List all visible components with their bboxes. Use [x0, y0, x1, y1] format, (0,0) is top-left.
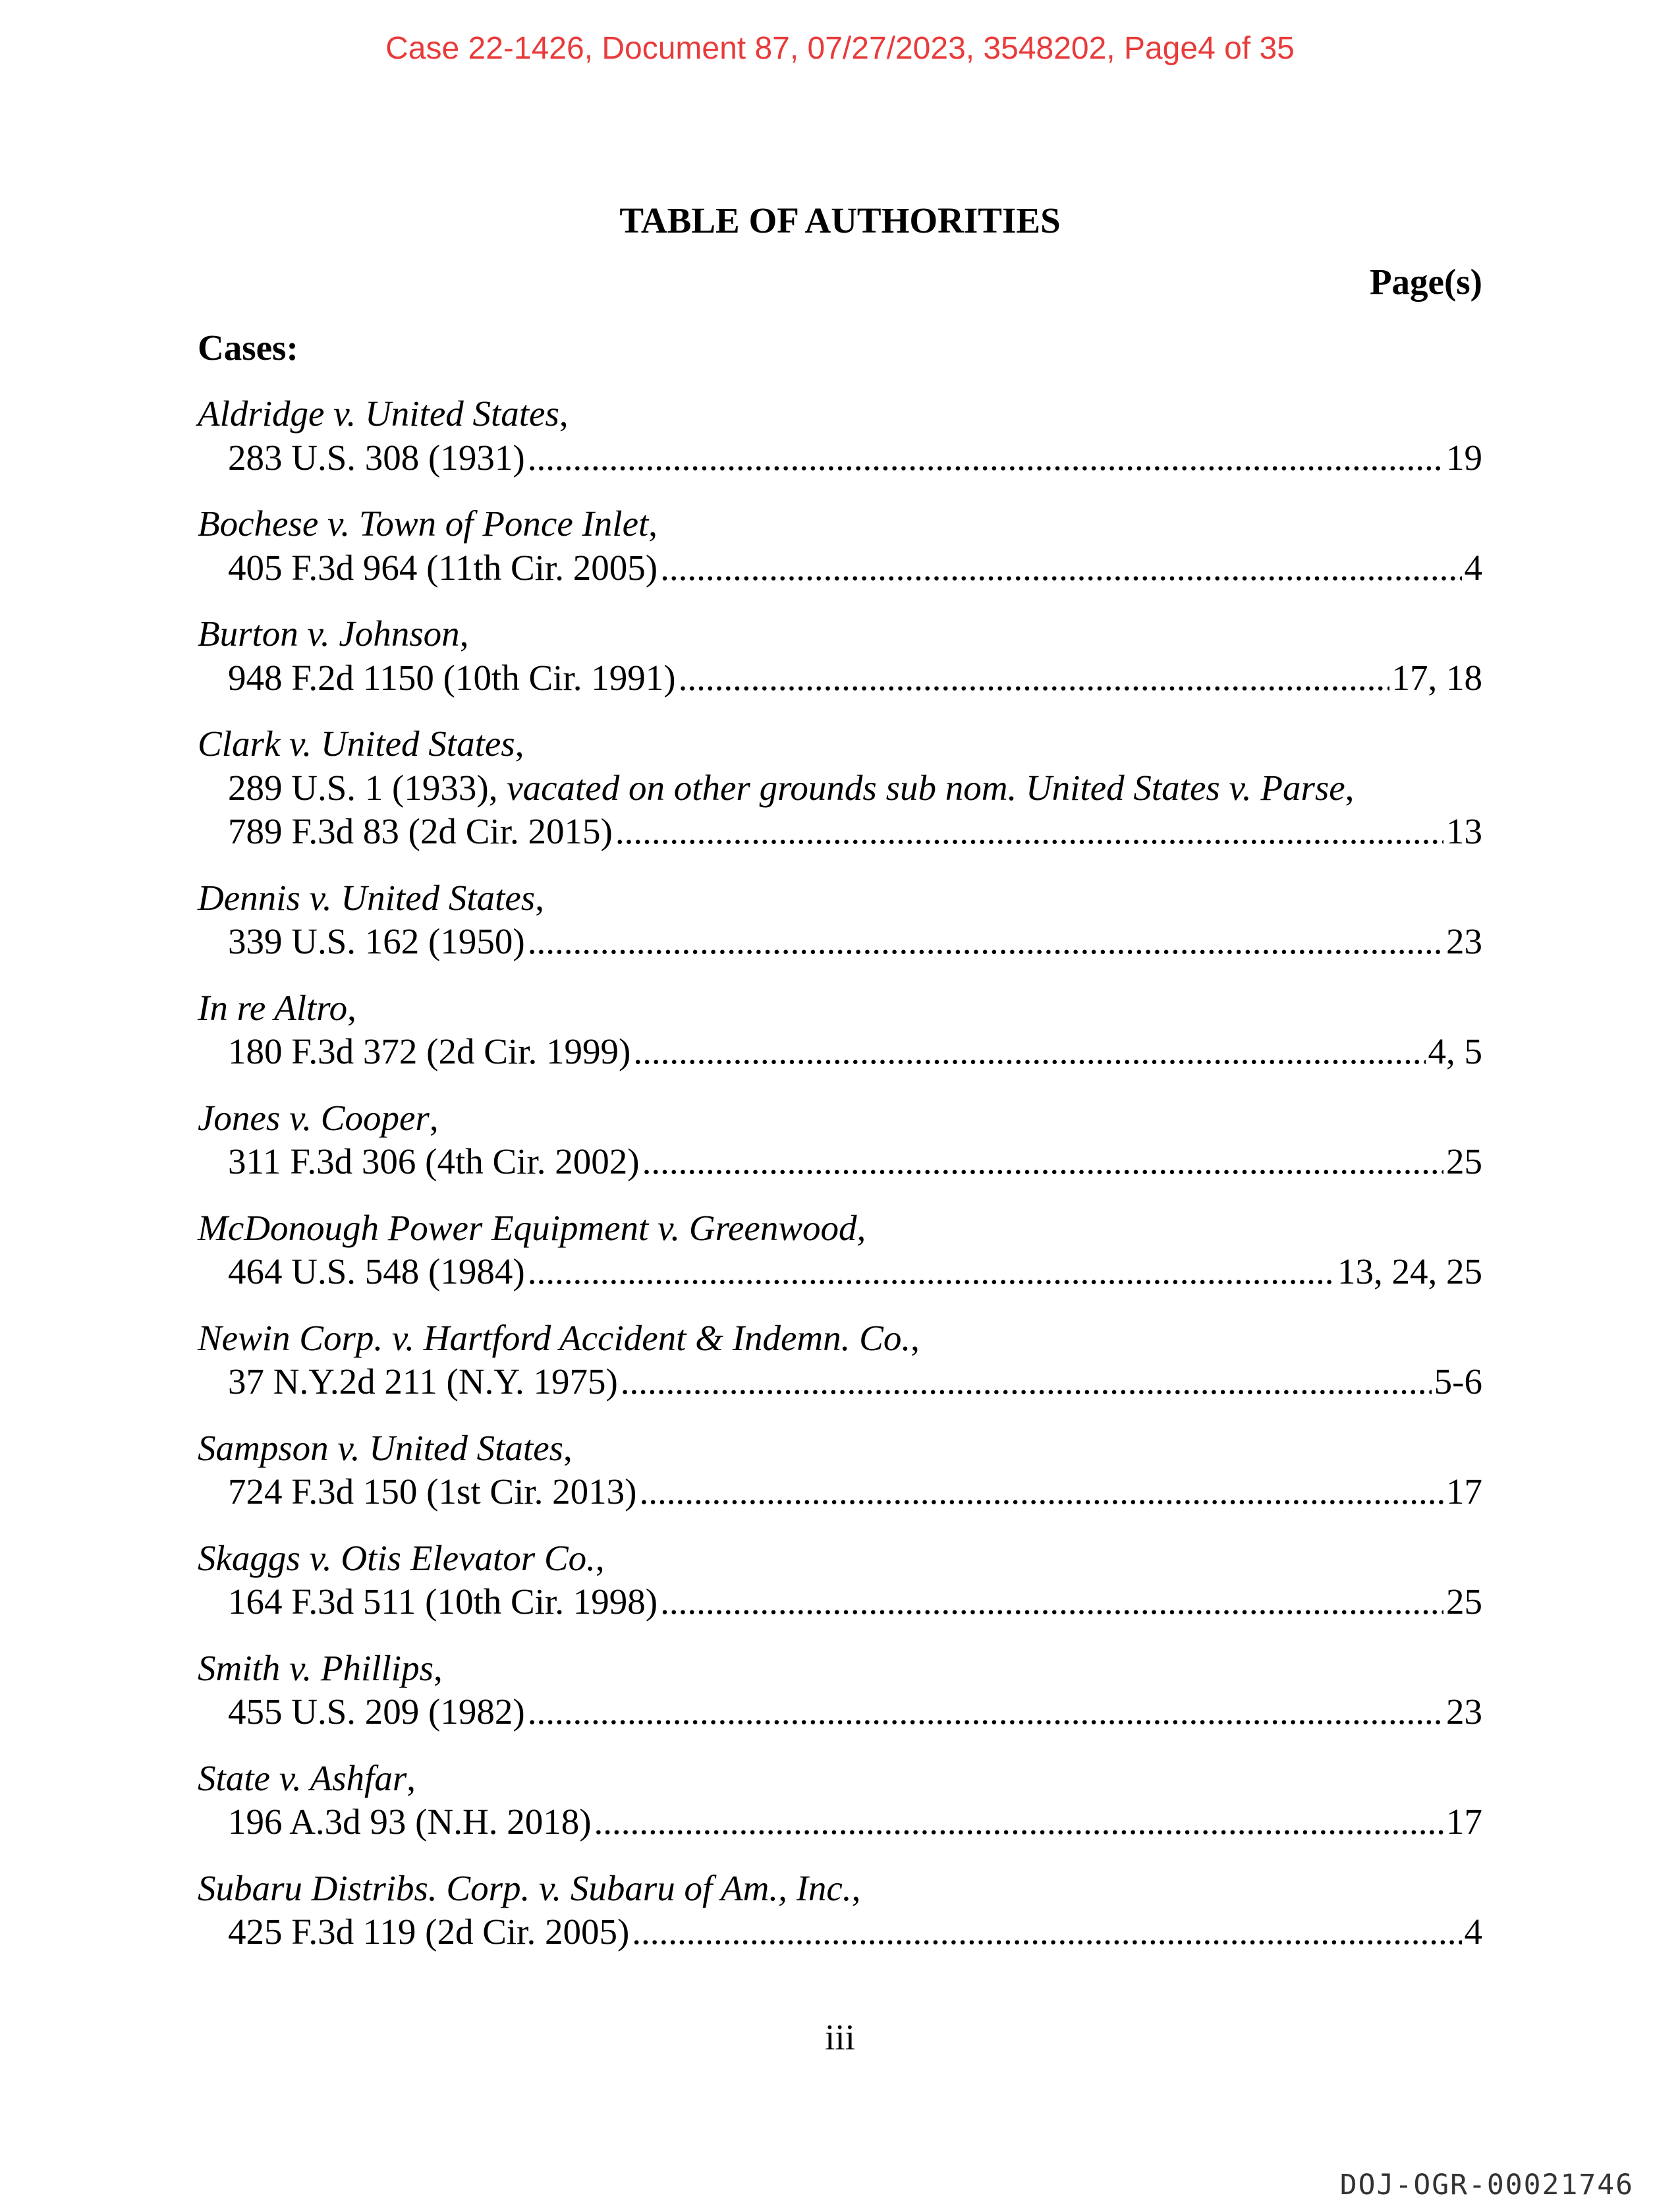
- case-name: Skaggs v. Otis Elevator Co.,: [198, 1537, 605, 1578]
- citation: 180 F.3d 372 (2d Cir. 1999): [228, 1031, 631, 1071]
- authority-entry: [198, 1867, 1482, 1954]
- authority-entry: [198, 1206, 1482, 1294]
- dot-leader: [642, 1140, 1443, 1184]
- page-reference: 13, 24, 25: [1337, 1251, 1482, 1291]
- page-reference: 4: [1464, 1912, 1482, 1952]
- page-reference: 23: [1446, 921, 1482, 961]
- case-name: Subaru Distribs. Corp. v. Subaru of Am., Inc.,: [198, 1867, 861, 1908]
- citation-line: [198, 920, 1482, 964]
- page-reference: 13: [1446, 811, 1482, 851]
- page-reference: 17, 18: [1391, 657, 1482, 698]
- authority-entry: [198, 392, 1482, 480]
- page-reference: 25: [1446, 1141, 1482, 1181]
- authority-entry: [198, 1096, 1482, 1184]
- page-reference: 5-6: [1434, 1361, 1482, 1402]
- authority-entry: [198, 1647, 1482, 1734]
- authority-entry: [198, 612, 1482, 700]
- citation-line: [198, 1140, 1482, 1184]
- case-name: Sampson v. United States,: [198, 1427, 573, 1468]
- case-name: Dennis v. United States,: [198, 877, 544, 918]
- citation-line: [198, 1250, 1482, 1294]
- case-name: In re Altro,: [198, 987, 356, 1028]
- citation: 164 F.3d 511 (10th Cir. 1998): [228, 1581, 658, 1622]
- citation-line: [198, 436, 1482, 480]
- citation: 455 U.S. 209 (1982): [228, 1691, 525, 1732]
- citation: 37 N.Y.2d 211 (N.Y. 1975): [228, 1361, 618, 1402]
- citation: 464 U.S. 548 (1984): [228, 1251, 525, 1291]
- citation-subsequent-history: 289 U.S. 1 (1933), vacated on other grounds sub nom. United States v. Parse,: [228, 767, 1355, 808]
- citation-line: [198, 1800, 1482, 1844]
- citation: 948 F.2d 1150 (10th Cir. 1991): [228, 657, 676, 698]
- case-name: Jones v. Cooper,: [198, 1097, 439, 1138]
- authority-entry: [198, 502, 1482, 590]
- page-number: iii: [825, 2017, 855, 2057]
- citation: 724 F.3d 150 (1st Cir. 2013): [228, 1471, 637, 1512]
- authority-entry: [198, 986, 1482, 1074]
- dot-leader: [633, 1030, 1425, 1074]
- authority-entry: [198, 722, 1482, 854]
- bates-number: DOJ-OGR-00021746: [1339, 2169, 1634, 2201]
- authority-entry: [198, 876, 1482, 964]
- dot-leader: [660, 1580, 1443, 1624]
- citation-line: [198, 656, 1482, 700]
- citation: 789 F.3d 83 (2d Cir. 2015): [228, 811, 613, 851]
- dot-leader: [632, 1910, 1461, 1954]
- page-reference: 19: [1446, 437, 1482, 478]
- case-name: Clark v. United States,: [198, 723, 524, 764]
- dot-leader: [679, 656, 1389, 700]
- case-name: Newin Corp. v. Hartford Accident & Indemn. Co.,: [198, 1317, 920, 1358]
- dot-leader: [594, 1800, 1443, 1844]
- citation-line: [198, 1470, 1482, 1514]
- page-title: TABLE OF AUTHORITIES: [619, 200, 1061, 241]
- case-name: McDonough Power Equipment v. Greenwood,: [198, 1207, 866, 1248]
- pages-column-header: Page(s): [1369, 262, 1482, 302]
- page-reference: 25: [1446, 1581, 1482, 1622]
- citation: 405 F.3d 964 (11th Cir. 2005): [228, 547, 658, 588]
- dot-leader: [528, 1250, 1335, 1294]
- dot-leader: [528, 436, 1443, 480]
- citation: 283 U.S. 308 (1931): [228, 437, 525, 478]
- citation: 311 F.3d 306 (4th Cir. 2002): [228, 1141, 640, 1181]
- citation-line: [198, 546, 1482, 590]
- citation-line: [198, 1910, 1482, 1954]
- case-name: Bochese v. Town of Ponce Inlet,: [198, 503, 658, 544]
- page-reference: 23: [1446, 1691, 1482, 1732]
- case-name: Smith v. Phillips,: [198, 1647, 443, 1688]
- citation-line: [198, 1580, 1482, 1624]
- citation-line: [198, 1360, 1482, 1404]
- citation-line: [198, 1690, 1482, 1734]
- case-name: Aldridge v. United States,: [198, 393, 569, 434]
- authority-entry: [198, 1537, 1482, 1624]
- citation-line: [198, 810, 1482, 854]
- page-reference: 17: [1446, 1801, 1482, 1842]
- dot-leader: [615, 810, 1443, 854]
- citation: 425 F.3d 119 (2d Cir. 2005): [228, 1912, 630, 1952]
- section-heading-cases: Cases:: [198, 327, 298, 368]
- case-name: State v. Ashfar,: [198, 1757, 416, 1798]
- authority-entry: [198, 1317, 1482, 1404]
- authority-entry: [198, 1757, 1482, 1844]
- authorities-list: [198, 392, 1482, 1977]
- page-reference: 4: [1464, 547, 1482, 588]
- dot-leader: [621, 1360, 1432, 1404]
- dot-leader: [528, 920, 1443, 964]
- dot-leader: [640, 1470, 1444, 1514]
- citation: 196 A.3d 93 (N.H. 2018): [228, 1801, 592, 1842]
- case-name: Burton v. Johnson,: [198, 613, 469, 654]
- page-reference: 17: [1446, 1471, 1482, 1512]
- dot-leader: [660, 546, 1461, 590]
- case-header: Case 22-1426, Document 87, 07/27/2023, 3548202, Page4 of 35: [385, 31, 1295, 66]
- page-reference: 4, 5: [1428, 1031, 1482, 1071]
- dot-leader: [528, 1690, 1443, 1734]
- authority-entry: [198, 1427, 1482, 1514]
- citation: 339 U.S. 162 (1950): [228, 921, 525, 961]
- citation-line: [198, 1030, 1482, 1074]
